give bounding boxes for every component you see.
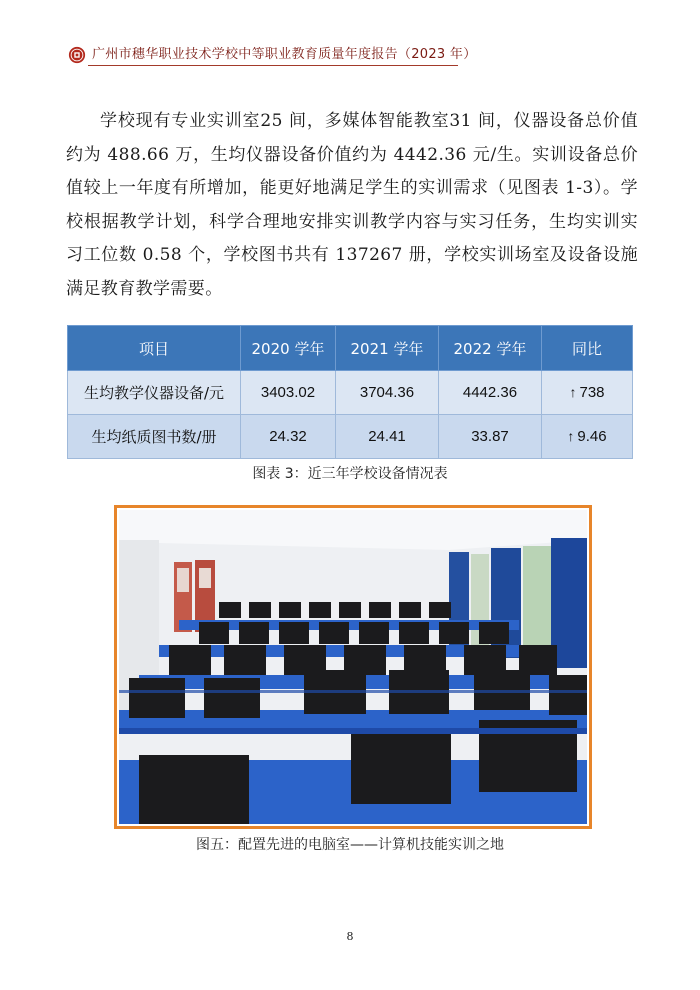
photo-frame xyxy=(114,505,592,829)
table-cell: 24.41 xyxy=(336,415,439,459)
body-paragraph: 学校现有专业实训室25 间，多媒体智能教室31 间，仪器设备总价值约为 488.66 万，生均仪器设备价值约为 4442.36 元/生。实训设备总价值较上一年度有所增加，能更好地满足学生的实训需求（见图表 1-3）。学校根据教学计划，科学合理地安排实训教学内容与实习任务，生均实训实习工位数 0.58 个，学校图书共有 137267 册，学校实训场室及设备设施满足教育教学需要。 xyxy=(66,111,638,299)
photo-caption: 图五：配置先进的电脑室——计算机技能实训之地 xyxy=(196,837,504,853)
change-value: 738 xyxy=(579,384,605,401)
table-cell: 33.87 xyxy=(439,415,542,459)
table-header-cell: 2022 学年 xyxy=(439,326,542,371)
table-header-row xyxy=(68,326,633,371)
change-cell xyxy=(542,371,633,415)
table-header-cell: 同比 xyxy=(542,326,633,371)
equipment-table xyxy=(67,325,633,459)
up-arrow-icon: ↑ xyxy=(567,428,575,444)
row-label: 生均教学仪器设备/元 xyxy=(68,371,241,415)
page-header xyxy=(68,44,634,68)
table-header-cell: 2020 学年 xyxy=(241,326,336,371)
table-cell: 4442.36 xyxy=(439,371,542,415)
school-logo-icon xyxy=(68,46,86,64)
row-label: 生均纸质图书数/册 xyxy=(68,415,241,459)
header-title: 广州市穗华职业技术学校中等职业教育质量年度报告（2023 年） xyxy=(92,47,477,62)
table-cell: 3704.36 xyxy=(336,371,439,415)
header-rule xyxy=(88,65,458,66)
table-cell: 3403.02 xyxy=(241,371,336,415)
table-header-cell: 2021 学年 xyxy=(336,326,439,371)
table-header-cell: 项目 xyxy=(68,326,241,371)
table-caption: 图表 3：近三年学校设备情况表 xyxy=(252,466,448,482)
change-cell xyxy=(542,415,633,459)
up-arrow-icon: ↑ xyxy=(569,384,577,400)
computer-lab-photo xyxy=(119,510,587,824)
table-row xyxy=(68,371,633,415)
change-value: 9.46 xyxy=(577,428,607,445)
table-row xyxy=(68,415,633,459)
page-number: 8 xyxy=(346,930,354,943)
table-cell: 24.32 xyxy=(241,415,336,459)
